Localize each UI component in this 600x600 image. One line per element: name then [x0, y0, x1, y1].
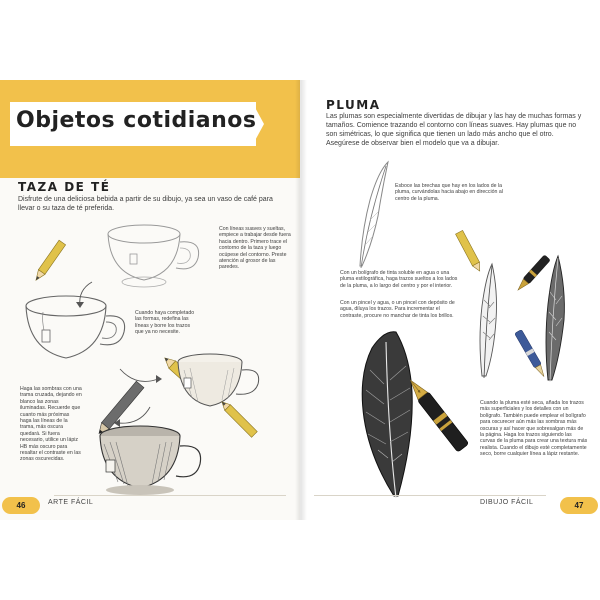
step-note-1: Con líneas suaves y sueltas, empiece a trabajar desde fuera hacia dentro. Primero trace el contorno de la taza y luego ocúpese del contorno. Preste atención al grosor de las paredes. — [219, 226, 291, 271]
section-title: Objetos cotidianos — [16, 108, 257, 133]
step-note-7: Cuando la pluma esté seca, añada los trazos más superficiales y los detalles con un bolígrafo. También puede emplear el bolígrafo para oscurecer aún más las sombras más oscuras y así hacer que sobresalgan más de la página. Haga los trazos siguiendo las curvas de la pluma para crear una textura más realista. Cuando el dibujo esté completamente seco, borre cualquier línea a lápiz restante. — [480, 400, 588, 458]
book-spread — [0, 80, 600, 520]
footer-line — [314, 495, 546, 496]
page-number: 47 — [560, 497, 598, 514]
fountain-pen-icon — [506, 256, 550, 302]
heading-taza-de-te: TAZA DE TÉ — [18, 180, 111, 194]
step-note-5: Con un bolígrafo de tinta soluble en agua o una pluma estilográfica, haga trazos sueltos a los lados de la pluma, a lo largo del centro y por el interior. — [340, 270, 458, 289]
step-note-3: Haga las sombras con una trama cruzada, dejando en blanco las zonas iluminadas. Recuerde que cuanto más próximas haga las líneas de la trama, más oscura quedará. Si fuera necesario, utilice un lápiz HB más oscuro para resaltar el contraste en las zonas oscurecidas. — [20, 386, 82, 463]
footer-label: ARTE FÁCIL — [48, 499, 94, 506]
heading-pluma: PLUMA — [326, 98, 381, 112]
arrow-icon — [70, 280, 96, 310]
feather-sketch-icon — [348, 160, 394, 270]
step-note-4: Esboce las brechas que hay en los lados de la pluma, curvándolas hacia abajo en dirección al centro de la pluma. — [395, 183, 503, 202]
intro-taza: Disfrute de una deliciosa bebida a partir de su dibujo, ya sea un vaso de café para llevar o su taza de té preferida. — [18, 196, 273, 212]
brush-pen-icon — [514, 326, 548, 382]
feather-sketch-icon — [468, 260, 508, 380]
fountain-pen-icon — [400, 368, 480, 468]
intro-pluma: Las plumas son especialmente divertidas de dibujar y las hay de muchas formas y tamaños. Comience trazando el contorno con líneas suaves. Hay plumas que no son simétricas, lo que significa que tienen un lado más ancho que el otro. Asegúrese de observar bien el modelo que va a dibujar. — [326, 113, 582, 147]
step-note-2: Cuando haya completado las formas, redefina las líneas y borre los trazos que ya no necesite. — [135, 310, 195, 336]
page-number: 46 — [2, 497, 40, 514]
pencil-icon — [28, 238, 68, 288]
footer-line — [54, 495, 286, 496]
book-gutter — [295, 80, 307, 520]
step-note-6: Con un pincel y agua, o un pincel con depósito de agua, diluya los trazos. Para incrementar el contraste, procure no manchar de tinta los brillos. — [340, 300, 455, 319]
section-banner — [0, 80, 300, 178]
footer-label: DIBUJO FÁCIL — [480, 499, 534, 506]
right-page — [300, 80, 600, 520]
left-page — [0, 80, 300, 520]
pencil-icon — [82, 382, 152, 442]
pencil-icon — [218, 398, 264, 444]
teacup-sketch-icon — [100, 218, 210, 293]
